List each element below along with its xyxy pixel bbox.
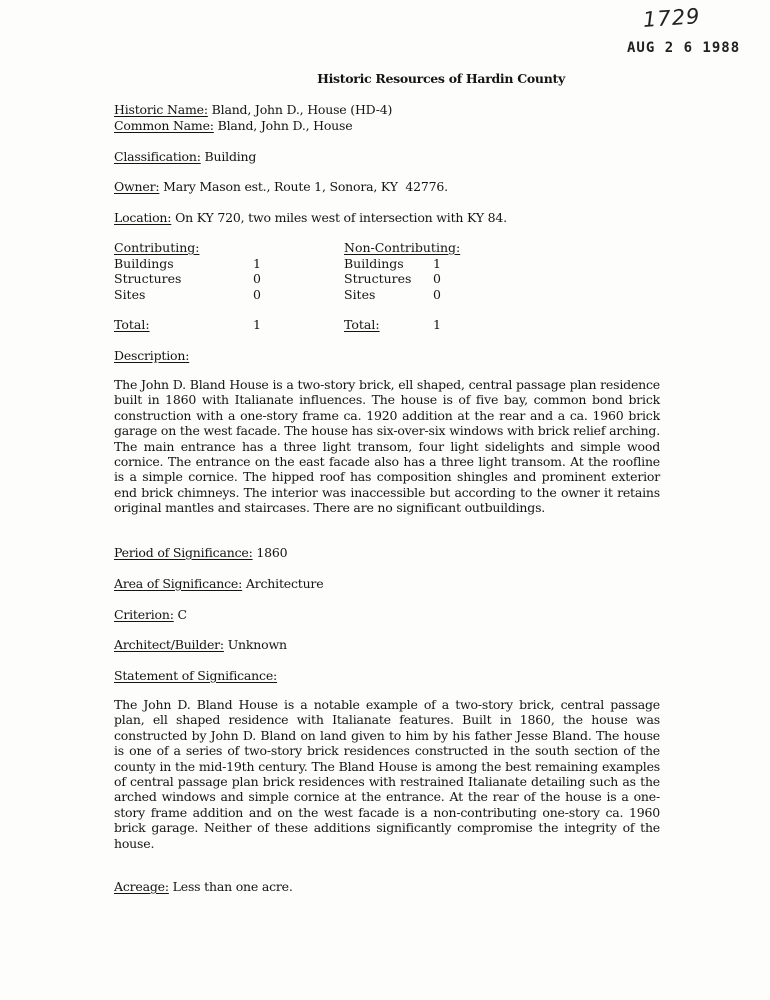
statement-heading-line <box>114 668 277 683</box>
non-contributing-sites-label: Sites <box>344 287 376 302</box>
acreage-label: Acreage: <box>114 879 169 894</box>
contributing-heading: Contributing: <box>114 240 200 255</box>
historic-name-label: Historic Name: <box>114 102 208 117</box>
location-label: Location: <box>114 210 172 225</box>
location-value: On KY 720, two miles west of intersection with KY 84. <box>175 210 507 225</box>
contributing-total-label: Total: <box>114 317 150 332</box>
architect-value: Unknown <box>227 637 287 652</box>
contributing-buildings-value: 1 <box>253 256 261 271</box>
criterion-value: C <box>177 607 187 622</box>
owner-value: Mary Mason est., Route 1, Sonora, KY 42776. <box>163 179 448 194</box>
non-contributing-heading: Non-Contributing: <box>344 240 461 255</box>
statement-paragraph: The John D. Bland House is a notable example of a two-story brick, central passage plan, ell shaped residence with Italianate features. Built in 1860, the house was constructed by John D. Bland on land given to him by his father Jesse Bland. The house is one of a series of two-story brick residences constructed in the south section of the county in the mid-19th century. The Bland House is among the best remaining examples of central passage plan brick residences with restrained Italianate detailing such as the arched windows and simple cornice at the entrance. At the rear of the house is a one-story frame addition and on the west facade is a non-contributing one-story ca. 1960 brick garage. Neither of these additions significantly compromise the integrity of the house. <box>114 697 660 851</box>
non-contributing-sites-value: 0 <box>433 287 441 302</box>
criterion-line <box>114 607 187 622</box>
contributing-structures-label: Structures <box>114 271 182 286</box>
non-contributing-total-value: 1 <box>433 317 441 332</box>
contributing-sites-value: 0 <box>253 287 261 302</box>
non-contributing-total-label: Total: <box>344 317 380 332</box>
non-contributing-buildings-label: Buildings <box>344 256 404 271</box>
area-label: Area of Significance: <box>114 576 243 591</box>
classification-label: Classification: <box>114 149 201 164</box>
area-line <box>114 576 323 591</box>
received-date-stamp: AUG 2 6 1988 <box>627 40 741 56</box>
common-name-value: Bland, John D., House <box>217 118 353 133</box>
handwritten-ms-number: 1729 <box>642 4 702 32</box>
classification-line <box>114 149 256 164</box>
location-line <box>114 210 507 225</box>
area-value: Architecture <box>245 576 324 591</box>
description-paragraph: The John D. Bland House is a two-story brick, ell shaped, central passage plan residence built in 1860 with Italianate influences. The house is of five bay, common bond brick construction with a one-story frame ca. 1920 addition at the rear and a ca. 1960 brick garage on the west facade. The house has six-over-six windows with brick relief arching. The main entrance has a three light transom, four light sidelights and simple wood cornice. The entrance on the east facade also has a three light transom. At the roofline is a simple cornice. The hipped roof has composition shingles and prominent exterior end brick chimneys. The interior was inaccessible but according to the owner it retains original mantles and staircases. There are no significant outbuildings. <box>114 377 660 516</box>
contributing-sites-label: Sites <box>114 287 146 302</box>
statement-label: Statement of Significance: <box>114 668 278 683</box>
acreage-line <box>114 879 293 894</box>
contributing-total-value: 1 <box>253 317 261 332</box>
criterion-label: Criterion: <box>114 607 174 622</box>
architect-line <box>114 637 287 652</box>
common-name-line <box>114 118 352 133</box>
classification-value: Building <box>204 149 257 164</box>
non-contributing-structures-label: Structures <box>344 271 412 286</box>
acreage-value: Less than one acre. <box>172 879 293 894</box>
owner-line <box>114 179 448 194</box>
historic-name-line <box>114 102 392 117</box>
common-name-label: Common Name: <box>114 118 214 133</box>
owner-label: Owner: <box>114 179 160 194</box>
document-title: Historic Resources of Hardin County <box>317 71 565 86</box>
period-line <box>114 545 287 560</box>
period-value: 1860 <box>256 545 288 560</box>
non-contributing-buildings-value: 1 <box>433 256 441 271</box>
historic-name-value: Bland, John D., House (HD-4) <box>211 102 393 117</box>
architect-label: Architect/Builder: <box>114 637 224 652</box>
description-label: Description: <box>114 348 190 363</box>
description-heading-line <box>114 348 189 363</box>
contributing-structures-value: 0 <box>253 271 261 286</box>
period-label: Period of Significance: <box>114 545 253 560</box>
contributing-buildings-label: Buildings <box>114 256 174 271</box>
non-contributing-structures-value: 0 <box>433 271 441 286</box>
